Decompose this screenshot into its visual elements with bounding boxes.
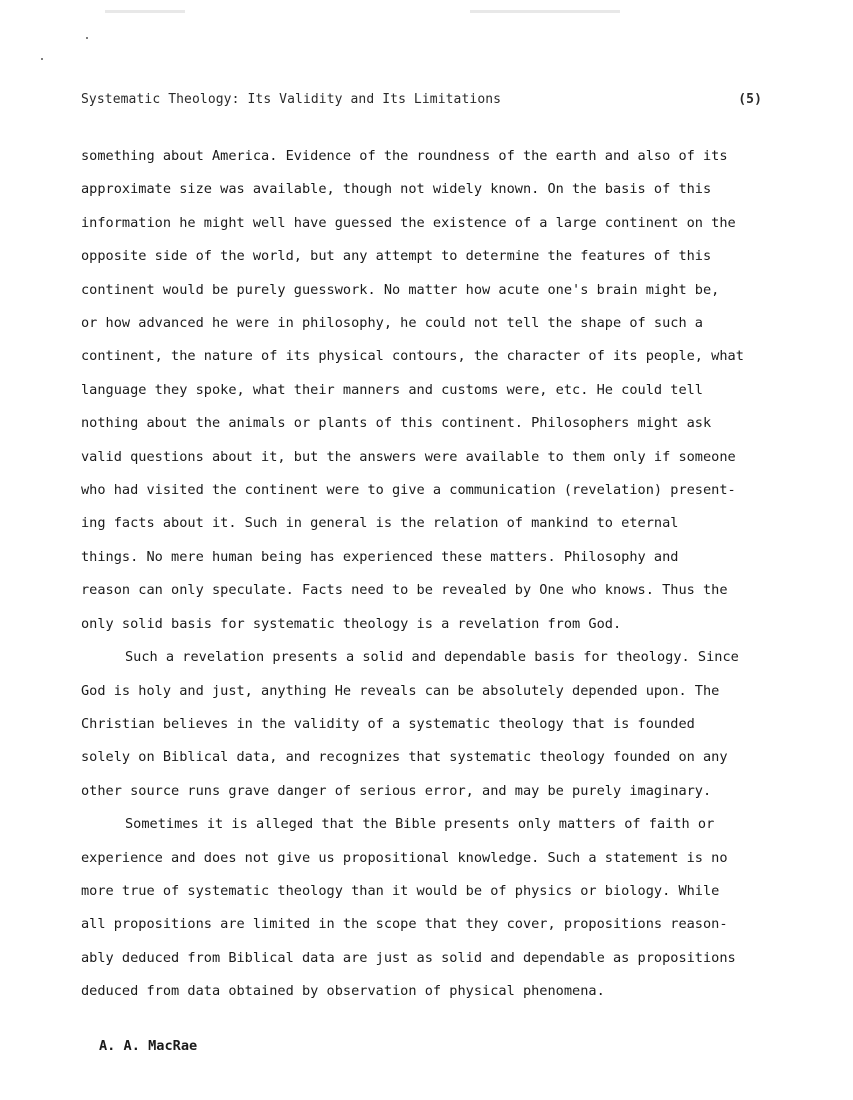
scan-speck <box>41 58 43 60</box>
text-line: other source runs grave danger of serious error, and may be purely imaginary. <box>81 782 712 799</box>
text-line: valid questions about it, but the answers were available to them only if someone <box>81 448 736 465</box>
text-line: or how advanced he were in philosophy, he could not tell the shape of such a <box>81 315 703 332</box>
text-line: reason can only speculate. Facts need to be revealed by One who knows. Thus the <box>81 582 728 599</box>
text-line: something about America. Evidence of the roundness of the earth and also of its <box>81 148 728 164</box>
text-line: nothing about the animals or plants of this continent. Philosophers might ask <box>81 415 712 432</box>
text-line: things. No mere human being has experienced these matters. Philosophy and <box>81 548 679 565</box>
body-text <box>81 140 781 1009</box>
text-line: only solid basis for systematic theology is a revelation from God. <box>81 615 622 632</box>
text-line: who had visited the continent were to give a communication (revelation) present- <box>81 482 736 499</box>
author-signature: A. A. MacRae <box>99 1038 198 1054</box>
text-line: Christian believes in the validity of a systematic theology that is founded <box>81 715 695 732</box>
text-line: deduced from data obtained by observation of physical phenomena. <box>81 983 605 1000</box>
text-line: continent, the nature of its physical contours, the character of its people, what <box>81 348 744 365</box>
text-line: more true of systematic theology than it would be of physics or biology. While <box>81 882 720 899</box>
paragraph <box>81 641 781 808</box>
text-line: ably deduced from Biblical data are just as solid and dependable as propositions <box>81 949 736 966</box>
paragraph <box>81 808 781 1008</box>
text-line: ing facts about it. Such in general is the relation of mankind to eternal <box>81 515 679 532</box>
text-line: information he might well have guessed the existence of a large continent on the <box>81 214 736 231</box>
text-line: continent would be purely guesswork. No matter how acute one's brain might be, <box>81 281 720 298</box>
scan-artifact <box>105 10 185 13</box>
text-line: experience and does not give us propositional knowledge. Such a statement is no <box>81 849 728 866</box>
page-number: (5) <box>738 92 762 107</box>
text-line: God is holy and just, anything He reveals can be absolutely depended upon. The <box>81 682 720 699</box>
text-line: language they spoke, what their manners and customs were, etc. He could tell <box>81 381 703 398</box>
text-line: opposite side of the world, but any attempt to determine the features of this <box>81 248 712 265</box>
text-line: Such a revelation presents a solid and dependable basis for theology. Since <box>125 649 739 666</box>
text-line: all propositions are limited in the scope that they cover, propositions reason- <box>81 916 728 933</box>
text-line: Sometimes it is alleged that the Bible presents only matters of faith or <box>125 816 715 833</box>
paragraph <box>81 140 781 641</box>
text-line: approximate size was available, though not widely known. On the basis of this <box>81 181 712 198</box>
header-title: Systematic Theology: Its Validity and Its Limitations <box>81 92 502 107</box>
scan-artifact <box>470 10 620 13</box>
scan-speck <box>86 37 88 39</box>
page-header <box>81 92 762 110</box>
text-line: solely on Biblical data, and recognizes that systematic theology founded on any <box>81 749 728 766</box>
